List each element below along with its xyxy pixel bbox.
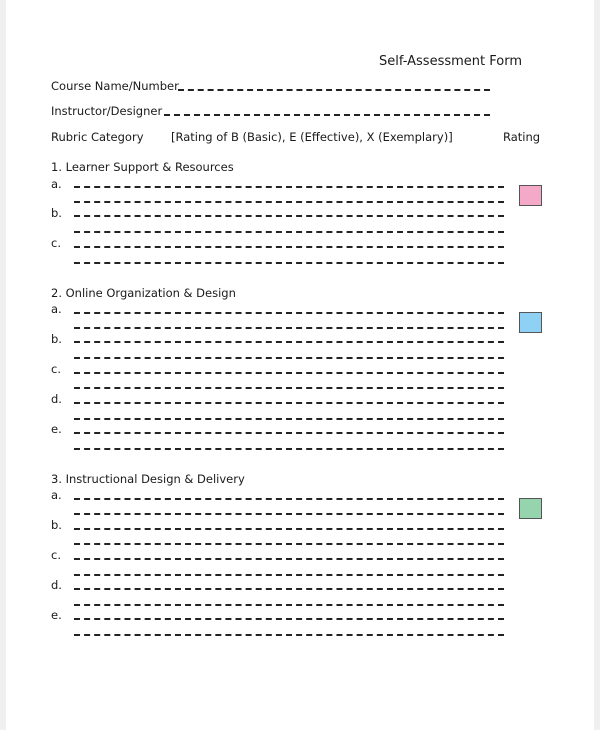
answer-line[interactable] (74, 312, 504, 314)
form-page (6, 0, 594, 730)
item-label: b. (51, 332, 62, 346)
answer-line[interactable] (74, 574, 504, 576)
answer-line[interactable] (74, 231, 504, 233)
answer-line[interactable] (74, 528, 504, 530)
item-label: a. (51, 177, 62, 191)
answer-line[interactable] (74, 186, 504, 188)
answer-line[interactable] (74, 418, 504, 420)
answer-line[interactable] (74, 618, 504, 620)
answer-line[interactable] (74, 201, 504, 203)
rating-box[interactable] (519, 498, 542, 519)
item-label: a. (51, 302, 62, 316)
course-field[interactable] (178, 89, 490, 91)
answer-line[interactable] (74, 372, 504, 374)
answer-line[interactable] (74, 558, 504, 560)
answer-line[interactable] (74, 327, 504, 329)
answer-line[interactable] (74, 432, 504, 434)
answer-line[interactable] (74, 357, 504, 359)
section-title: 1. Learner Support & Resources (51, 160, 234, 174)
course-label: Course Name/Number (51, 79, 179, 93)
item-label: d. (51, 392, 62, 406)
answer-line[interactable] (74, 604, 504, 606)
answer-line[interactable] (74, 402, 504, 404)
answer-line[interactable] (74, 246, 504, 248)
item-label: b. (51, 206, 62, 220)
item-label: c. (51, 548, 61, 562)
section-title: 3. Instructional Design & Delivery (51, 472, 245, 486)
instructor-field[interactable] (164, 114, 490, 116)
form-title: Self-Assessment Form (379, 54, 522, 69)
instructor-label: Instructor/Designer (51, 104, 163, 118)
item-label: b. (51, 518, 62, 532)
answer-line[interactable] (74, 543, 504, 545)
answer-line[interactable] (74, 513, 504, 515)
answer-line[interactable] (74, 215, 504, 217)
item-label: a. (51, 488, 62, 502)
item-label: c. (51, 236, 61, 250)
rating-box[interactable] (519, 185, 542, 206)
item-label: c. (51, 362, 61, 376)
answer-line[interactable] (74, 341, 504, 343)
rubric-category-label: Rubric Category (51, 130, 144, 144)
answer-line[interactable] (74, 448, 504, 450)
answer-line[interactable] (74, 498, 504, 500)
section-title: 2. Online Organization & Design (51, 286, 236, 300)
item-label: d. (51, 578, 62, 592)
rating-header: Rating (503, 130, 541, 144)
item-label: e. (51, 422, 62, 436)
answer-line[interactable] (74, 387, 504, 389)
rating-box[interactable] (519, 312, 542, 333)
answer-line[interactable] (74, 588, 504, 590)
answer-line[interactable] (74, 262, 504, 264)
item-label: e. (51, 608, 62, 622)
rating-scale-text: [Rating of B (Basic), E (Effective), X (Exemplary)] (171, 130, 453, 144)
answer-line[interactable] (74, 634, 504, 636)
